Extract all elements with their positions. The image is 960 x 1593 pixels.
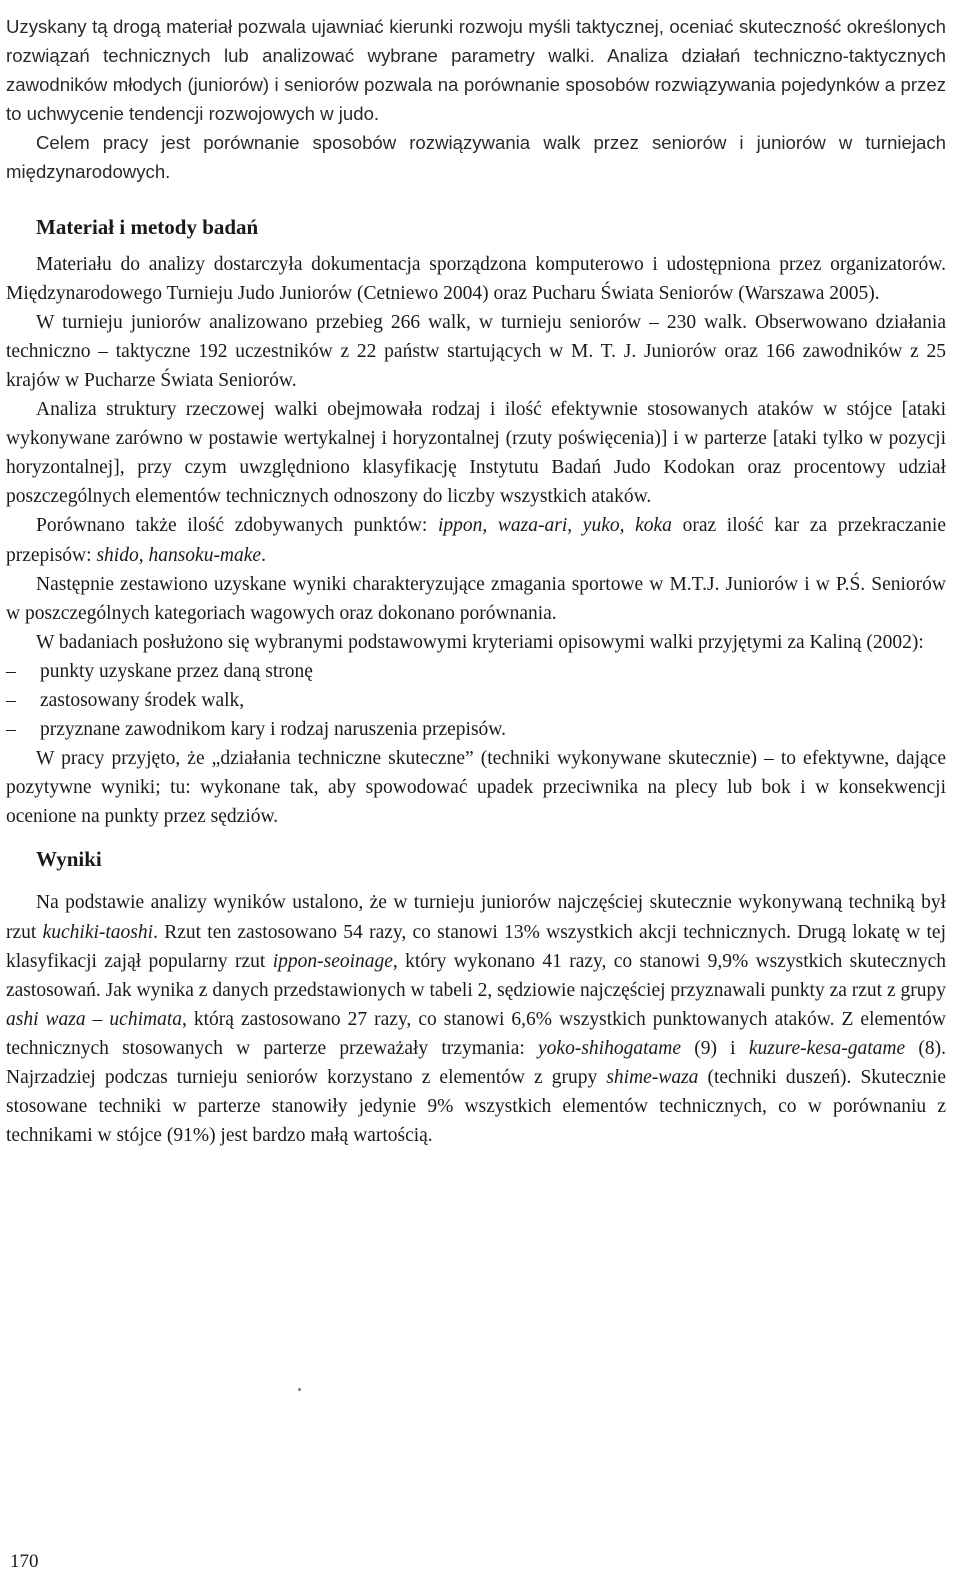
methods-paragraph-criteria: W badaniach posłużono się wybranymi podstawowymi kryteriami opisowymi walki przyjętymi za Kaliną (2002): [36,631,924,653]
results-text: , który wykonano 41 razy, co stanowi 9,9% wszystkich skutecznych zastosowań. Jak wynika z danych przedstawionych w tabeli 2, sędziowie najczęściej przyznawali punkty za rzut z grupy [6,950,947,1001]
points-terms: ippon, waza-ari, yuko, koka [437,515,672,537]
list-item: – przyznane zawodnikom kary i rodzaj naruszenia przepisów. [6,715,946,744]
points-text-c: oraz ilość kar za przekraczanie przepisów: [6,515,946,566]
criteria-list [6,657,946,744]
methods-paragraph-definition: W pracy przyjęto, że „działania techniczne skuteczne” (techniki wykonywane skutecznie) – to efektywne, dające pozytywne wyniki; tu: wykonane tak, aby spowodować upadek przeciwnika na plecy lub bok i w konsekwencji ocenione na punkty przez sędziów. [6,748,946,828]
methods-paragraph-material: Materiału do analizy dostarczyła dokumentacja sporządzona komputerowo i udostępniona przez organizatorów. Międzynarodowego Turnieju Judo Juniorów (Cetniewo 2004) oraz Pucharu Świata Seniorów (Warszawa 2005). [6,253,946,304]
results-paragraph [6,888,946,1150]
results-text: (9) i [680,1037,749,1059]
methods-paragraph-walks: W turnieju juniorów analizowano przebieg 266 walk, w turnieju seniorów – 230 walk. Obserwowano działania techniczno – taktyczne 192 uczestników z 22 państw startujących w M. T. J. Juniorów oraz 166 zawodników z 25 krajów w Pucharze Świata Seniorów. [6,311,946,391]
intro-paragraph: Uzyskany tą drogą materiał pozwala ujawniać kierunki rozwoju myśli taktycznej, oceniać skuteczność określonych rozwiązań technicznych lub analizować wybrane parametry walki. Analiza działań techniczno-taktycznych zawodników młodych (juniorów) i seniorów pozwala na porównanie sposobów rozwiązywania pojedynków a przez to uchwycenie tendencji rozwojowych w judo. [6,16,946,125]
results-text: Na podstawie analizy wyników ustalono, że w turnieju juniorów najczęściej skutecznie wykonywaną techniką był rzut [6,892,946,943]
technique-term: kuzure-kesa-gatame [748,1037,906,1059]
aim-paragraph: Celem pracy jest porównanie sposobów rozwiązywania walk przez seniorów i juniorów w turniejach międzynarodowych. [6,132,946,183]
results-text: , którą zastosowano 27 razy, co stanowi 6,6% wszystkich punktowanych ataków. Z elementów technicznych stosowanych w parterze przeważały trzymania: [6,1008,946,1059]
penalty-terms: shido, hansoku-make [96,544,262,566]
points-text-e: . [261,544,266,566]
list-item: – zastosowany środek walk, [6,686,946,715]
stray-dot-mark [298,1388,301,1391]
points-text-a: Porównano także ilość zdobywanych punktów: [36,515,438,537]
page-number: 170 [10,1551,39,1572]
methods-paragraph-structure: Analiza struktury rzeczowej walki obejmowała rodzaj i ilość efektywnie stosowanych ataków w stójce [ataki wykonywane zarówno w postawie wertykalnej i horyzontalnej (rzuty poświęcenia)] i w parterze [ataki tylko w pozycji horyzontalnej], przy czym uwzględniono klasyfikację Instytutu Badań Judo Kodokan oraz procentowy udział poszczególnych elementów technicznych odnoszony do liczby wszystkich ataków. [6,399,946,508]
methods-paragraph-points [6,511,946,569]
methods-paragraph-comparison: Następnie zestawiono uzyskane wyniki charakteryzujące zmagania sportowe w M.T.J. Juniorów i w P.Ś. Seniorów w poszczególnych kategoriach wagowych oraz dokonano porównania. [6,573,946,624]
results-text: . Rzut ten zastosowano 54 razy, co stanowi 13% wszystkich akcji technicznych. Drugą lokatę w tej klasyfikacji zajął popularny rzut [6,921,946,972]
technique-term: ippon-seoinage [272,950,393,972]
list-item: – punkty uzyskane przez daną stronę [6,657,946,686]
technique-term: shime-waza [606,1067,699,1088]
methods-heading: Materiał i metody badań [36,214,259,239]
results-text: (techniki duszeń). Skutecznie stosowane techniki w parterze stanowiły jedynie 9% wszystkich elementów technicznych, co w porównaniu z technikami w stójce (91%) jest bardzo małą wartością. [6,1067,946,1147]
technique-term: kuchiki-taoshi [42,921,154,943]
results-text: (8). Najrzadziej podczas turnieju seniorów korzystano z elementów z grupy [6,1037,947,1088]
technique-term: ashi waza – uchimata [6,1008,182,1030]
technique-term: yoko-shihogatame [538,1037,681,1059]
results-heading: Wyniki [36,847,102,872]
